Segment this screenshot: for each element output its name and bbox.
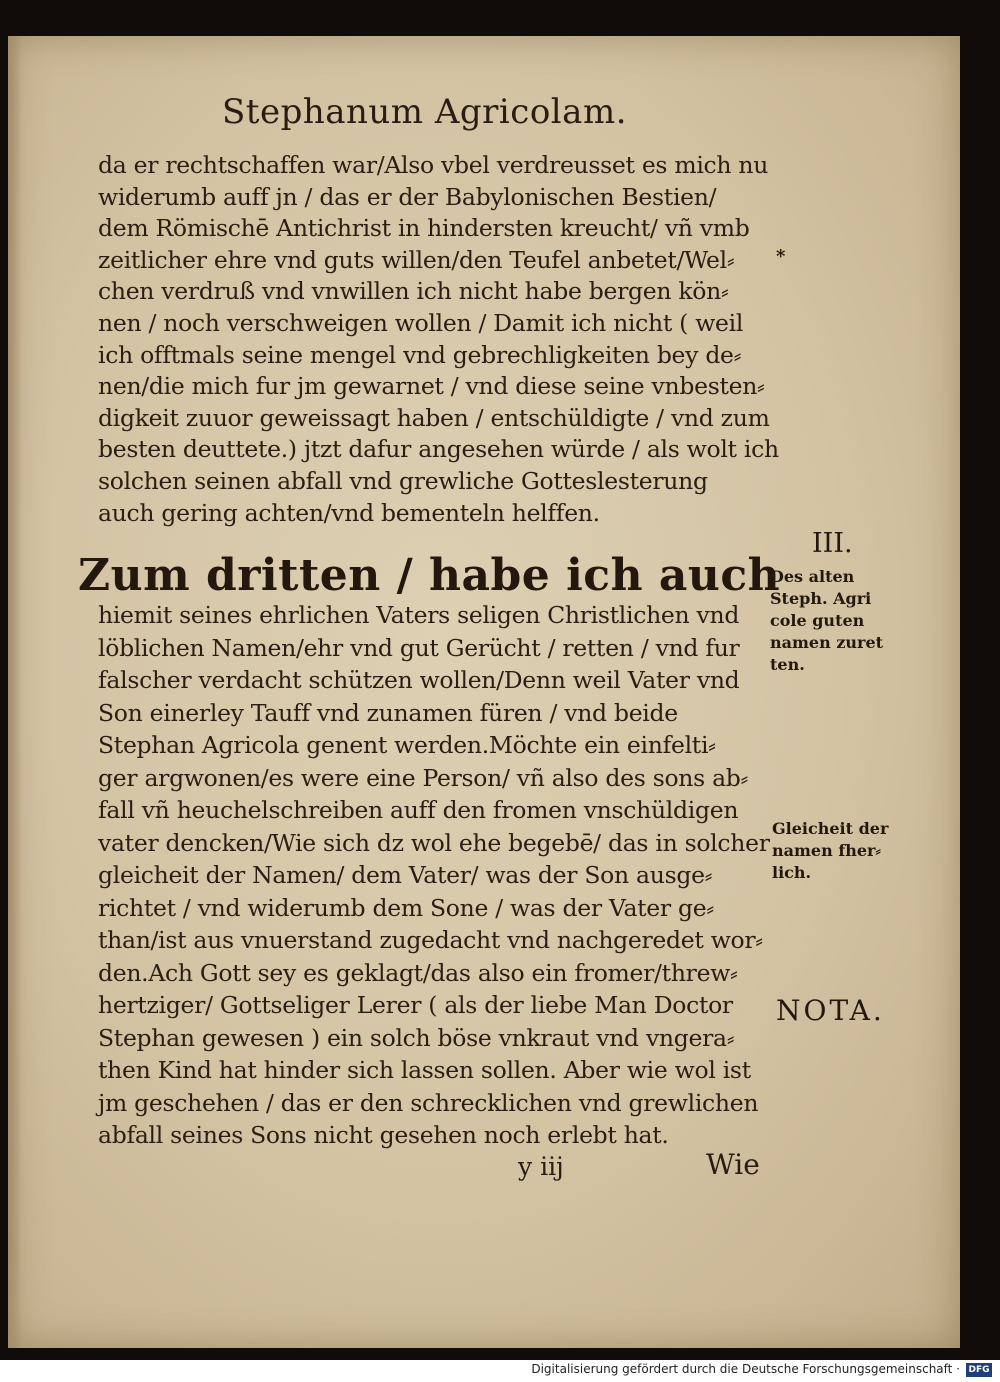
margin-asterisk: *	[776, 246, 786, 267]
text-line: than/ist aus vnuerstand zugedacht vnd nachgeredet wor⸗	[98, 926, 763, 954]
text-line: hiemit seines ehrlichen Vaters seligen Christlichen vnd	[98, 601, 740, 629]
running-head: Stephanum Agricolam.	[222, 92, 628, 132]
text-line: auch gering achten/vnd bementeln helffen.	[98, 498, 600, 527]
dfg-logo-icon: DFG	[966, 1363, 992, 1377]
text-line: Stephan Agricola genent werden.Möchte ein einfelti⸗	[98, 731, 716, 759]
funding-credit: Digitalisierung gefördert durch die Deutsche Forschungsgemeinschaft ·	[531, 1362, 960, 1376]
margin-nota: NOTA.	[776, 994, 885, 1027]
text-line: gleicheit der Namen/ dem Vater/ was der Son ausge⸗	[98, 861, 713, 889]
text-line: Son einerley Tauff vnd zunamen füren / vnd beide	[98, 698, 678, 727]
text-line: chen verdruß vnd vnwillen ich nicht habe bergen kön⸗	[98, 277, 729, 306]
text-line: löblichen Namen/ehr vnd gut Gerücht / retten / vnd fur	[98, 633, 740, 662]
text-line: da er rechtschaffen war/Also vbel verdreusset es mich nu	[98, 151, 769, 179]
text-line: vater dencken/Wie sich dz wol ehe begebē/ das in solcher	[98, 828, 770, 857]
text-line: solchen seinen abfall vnd grewliche Gotteslesterung	[98, 467, 708, 495]
text-line: abfall seines Sons nicht gesehen noch erlebt hat.	[98, 1121, 669, 1149]
margin-note-line: Des alten	[770, 567, 855, 586]
text-line: den.Ach Gott sey es geklagt/das also ein fromer/threw⸗	[98, 958, 738, 987]
text-line: richtet / vnd widerumb dem Sone / was der Vater ge⸗	[98, 893, 714, 922]
signature-mark: y iij	[518, 1152, 564, 1181]
page-gutter-shadow	[8, 36, 22, 1348]
text-line: ger argwonen/es were eine Person/ vñ also des sons ab⸗	[98, 763, 749, 792]
margin-note-line: namen zuret	[770, 633, 884, 652]
text-line: digkeit zuuor geweissagt haben / entschüldigte / vnd zum	[98, 403, 770, 432]
text-line: Stephan gewesen ) ein solch böse vnkraut vnd vngera⸗	[98, 1023, 735, 1052]
text-line: nen / noch verschweigen wollen / Damit ich nicht ( weil	[98, 309, 744, 337]
margin-note-line: namen fher⸗	[772, 841, 881, 860]
text-line: ich offtmals seine mengel vnd gebrechligkeiten bey de⸗	[98, 340, 742, 369]
margin-section-number: III.	[812, 528, 853, 559]
text-line: hertziger/ Gottseliger Lerer ( als der liebe Man Doctor	[98, 991, 733, 1019]
margin-note-line: ten.	[770, 655, 805, 674]
text-line: besten deuttete.) jtzt dafur angesehen würde / als wolt ich	[98, 435, 779, 464]
text-line: jm geschehen / das er den schrecklichen vnd grewlichen	[98, 1088, 759, 1117]
text-line: widerumb auff jn / das er der Babylonischen Bestien/	[98, 182, 717, 211]
text-line: falscher verdacht schützen wollen/Denn weil Vater vnd	[98, 666, 740, 694]
text-line: nen/die mich fur jm gewarnet / vnd diese seine vnbesten⸗	[98, 372, 765, 401]
margin-note-good-name	[770, 566, 883, 676]
margin-note-line: Steph. Agri	[770, 589, 872, 608]
text-line: zeitlicher ehre vnd guts willen/den Teufel anbetet/Wel⸗	[98, 245, 735, 274]
margin-note-line: cole guten	[770, 611, 865, 630]
margin-note-line: lich.	[772, 863, 812, 882]
text-line: fall vñ heuchelschreiben auff den fromen vnschüldigen	[98, 796, 739, 824]
section-heading: Zum dritten / habe ich auch	[78, 550, 781, 601]
margin-note-equal-names	[772, 818, 888, 884]
text-line: then Kind hat hinder sich lassen sollen. Aber wie wol ist	[98, 1056, 751, 1084]
text-line: dem Römischē Antichrist in hindersten kreucht/ vñ vmb	[98, 214, 750, 243]
catchword: Wie	[706, 1148, 760, 1181]
margin-note-line: Gleicheit der	[772, 819, 889, 838]
